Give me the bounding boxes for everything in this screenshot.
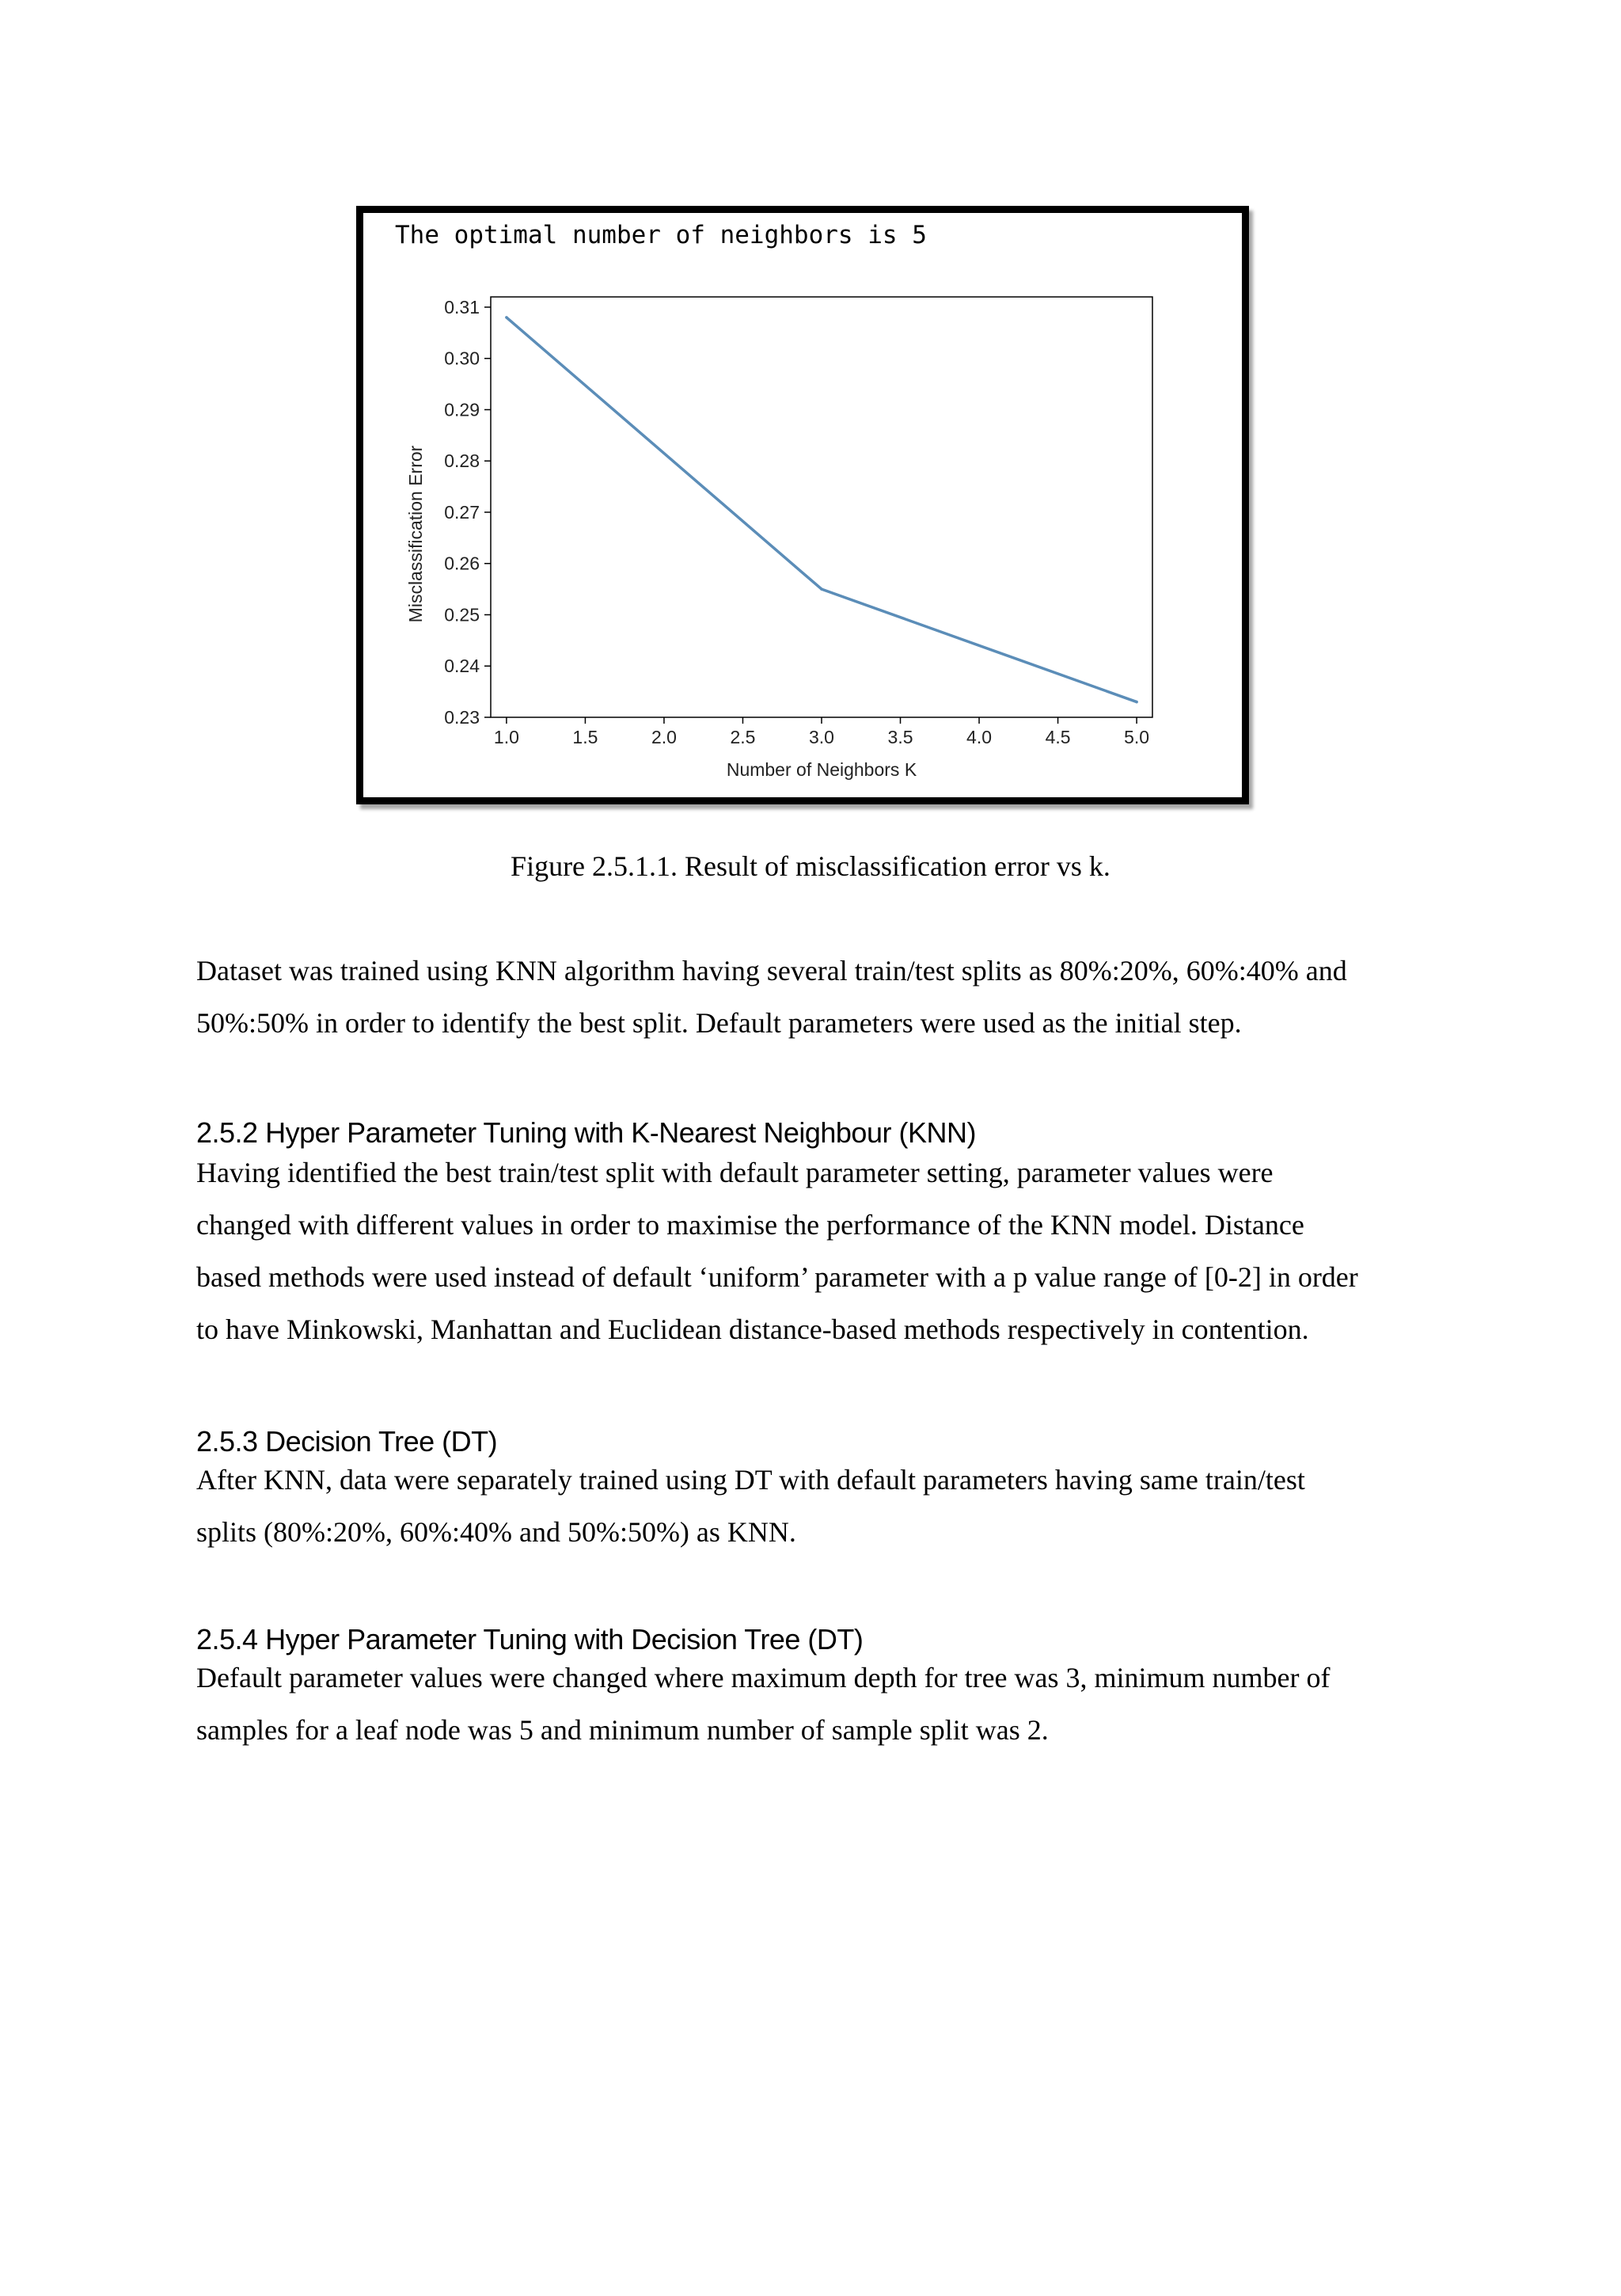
- y-tick-label: 0.29: [444, 399, 480, 420]
- data-point: [505, 316, 508, 319]
- misclassification-chart: [363, 213, 1242, 797]
- section-heading-2-5-2: 2.5.2 Hyper Parameter Tuning with K-Nearest Neighbour (KNN): [196, 1116, 976, 1149]
- x-tick-label: 2.0: [651, 727, 677, 747]
- y-tick-label: 0.30: [444, 348, 480, 369]
- y-tick-label: 0.31: [444, 296, 480, 317]
- x-tick-label: 1.5: [572, 727, 598, 747]
- section-heading-2-5-3: 2.5.3 Decision Tree (DT): [196, 1425, 498, 1458]
- y-tick-label: 0.26: [444, 553, 480, 574]
- text-line: based methods were used instead of default ‘uniform’ parameter with a p value range of [0-2] in order: [196, 1261, 1358, 1293]
- x-tick-label: 5.0: [1124, 727, 1150, 747]
- text-line: Dataset was trained using KNN algorithm having several train/test splits as 80%:20%, 60%:40% and: [196, 955, 1347, 986]
- x-tick-label: 2.5: [730, 727, 756, 747]
- text-line: 50%:50% in order to identify the best split. Default parameters were used as the initial step.: [196, 1007, 1242, 1039]
- data-point: [1135, 701, 1138, 704]
- text-line: splits (80%:20%, 60%:40% and 50%:50%) as KNN.: [196, 1516, 796, 1548]
- text-line: After KNN, data were separately trained using DT with default parameters having same train/test: [196, 1464, 1305, 1496]
- y-axis-label: Misclassification Error: [405, 445, 426, 623]
- x-tick-label: 4.0: [966, 727, 993, 747]
- text-line: Default parameter values were changed where maximum depth for tree was 3, minimum number of: [196, 1662, 1331, 1693]
- text-line: to have Minkowski, Manhattan and Euclidean distance-based methods respectively in contention.: [196, 1313, 1309, 1345]
- x-tick-label: 4.5: [1045, 727, 1071, 747]
- paragraph-dt-tuning: [196, 1652, 1447, 1756]
- paragraph-train-splits: [196, 945, 1447, 1049]
- text-line: samples for a leaf node was 5 and minimum number of sample split was 2.: [196, 1714, 1049, 1746]
- plot-area-frame: [491, 297, 1152, 717]
- data-point: [820, 587, 823, 591]
- series-line: [507, 317, 1137, 702]
- text-line: changed with different values in order to maximise the performance of the KNN model. Distance: [196, 1209, 1304, 1241]
- paragraph-knn-tuning: [196, 1146, 1447, 1355]
- y-tick-label: 0.24: [444, 656, 480, 677]
- x-tick-label: 3.0: [809, 727, 834, 747]
- figure-frame: [356, 206, 1249, 804]
- figure-printout-text: The optimal number of neighbors is 5: [395, 221, 927, 249]
- text-line: Having identified the best train/test split with default parameter setting, parameter values were: [196, 1157, 1274, 1188]
- section-heading-2-5-4: 2.5.4 Hyper Parameter Tuning with Decision Tree (DT): [196, 1623, 864, 1655]
- figure-caption: Figure 2.5.1.1. Result of misclassification error vs k.: [511, 850, 1110, 882]
- y-tick-label: 0.27: [444, 501, 480, 523]
- x-axis-label: Number of Neighbors K: [726, 759, 917, 780]
- y-tick-label: 0.25: [444, 604, 480, 625]
- x-tick-label: 1.0: [493, 727, 519, 747]
- y-tick-label: 0.28: [444, 450, 480, 472]
- y-tick-label: 0.23: [444, 707, 480, 728]
- x-tick-label: 3.5: [887, 727, 913, 747]
- paragraph-decision-tree: [196, 1454, 1447, 1558]
